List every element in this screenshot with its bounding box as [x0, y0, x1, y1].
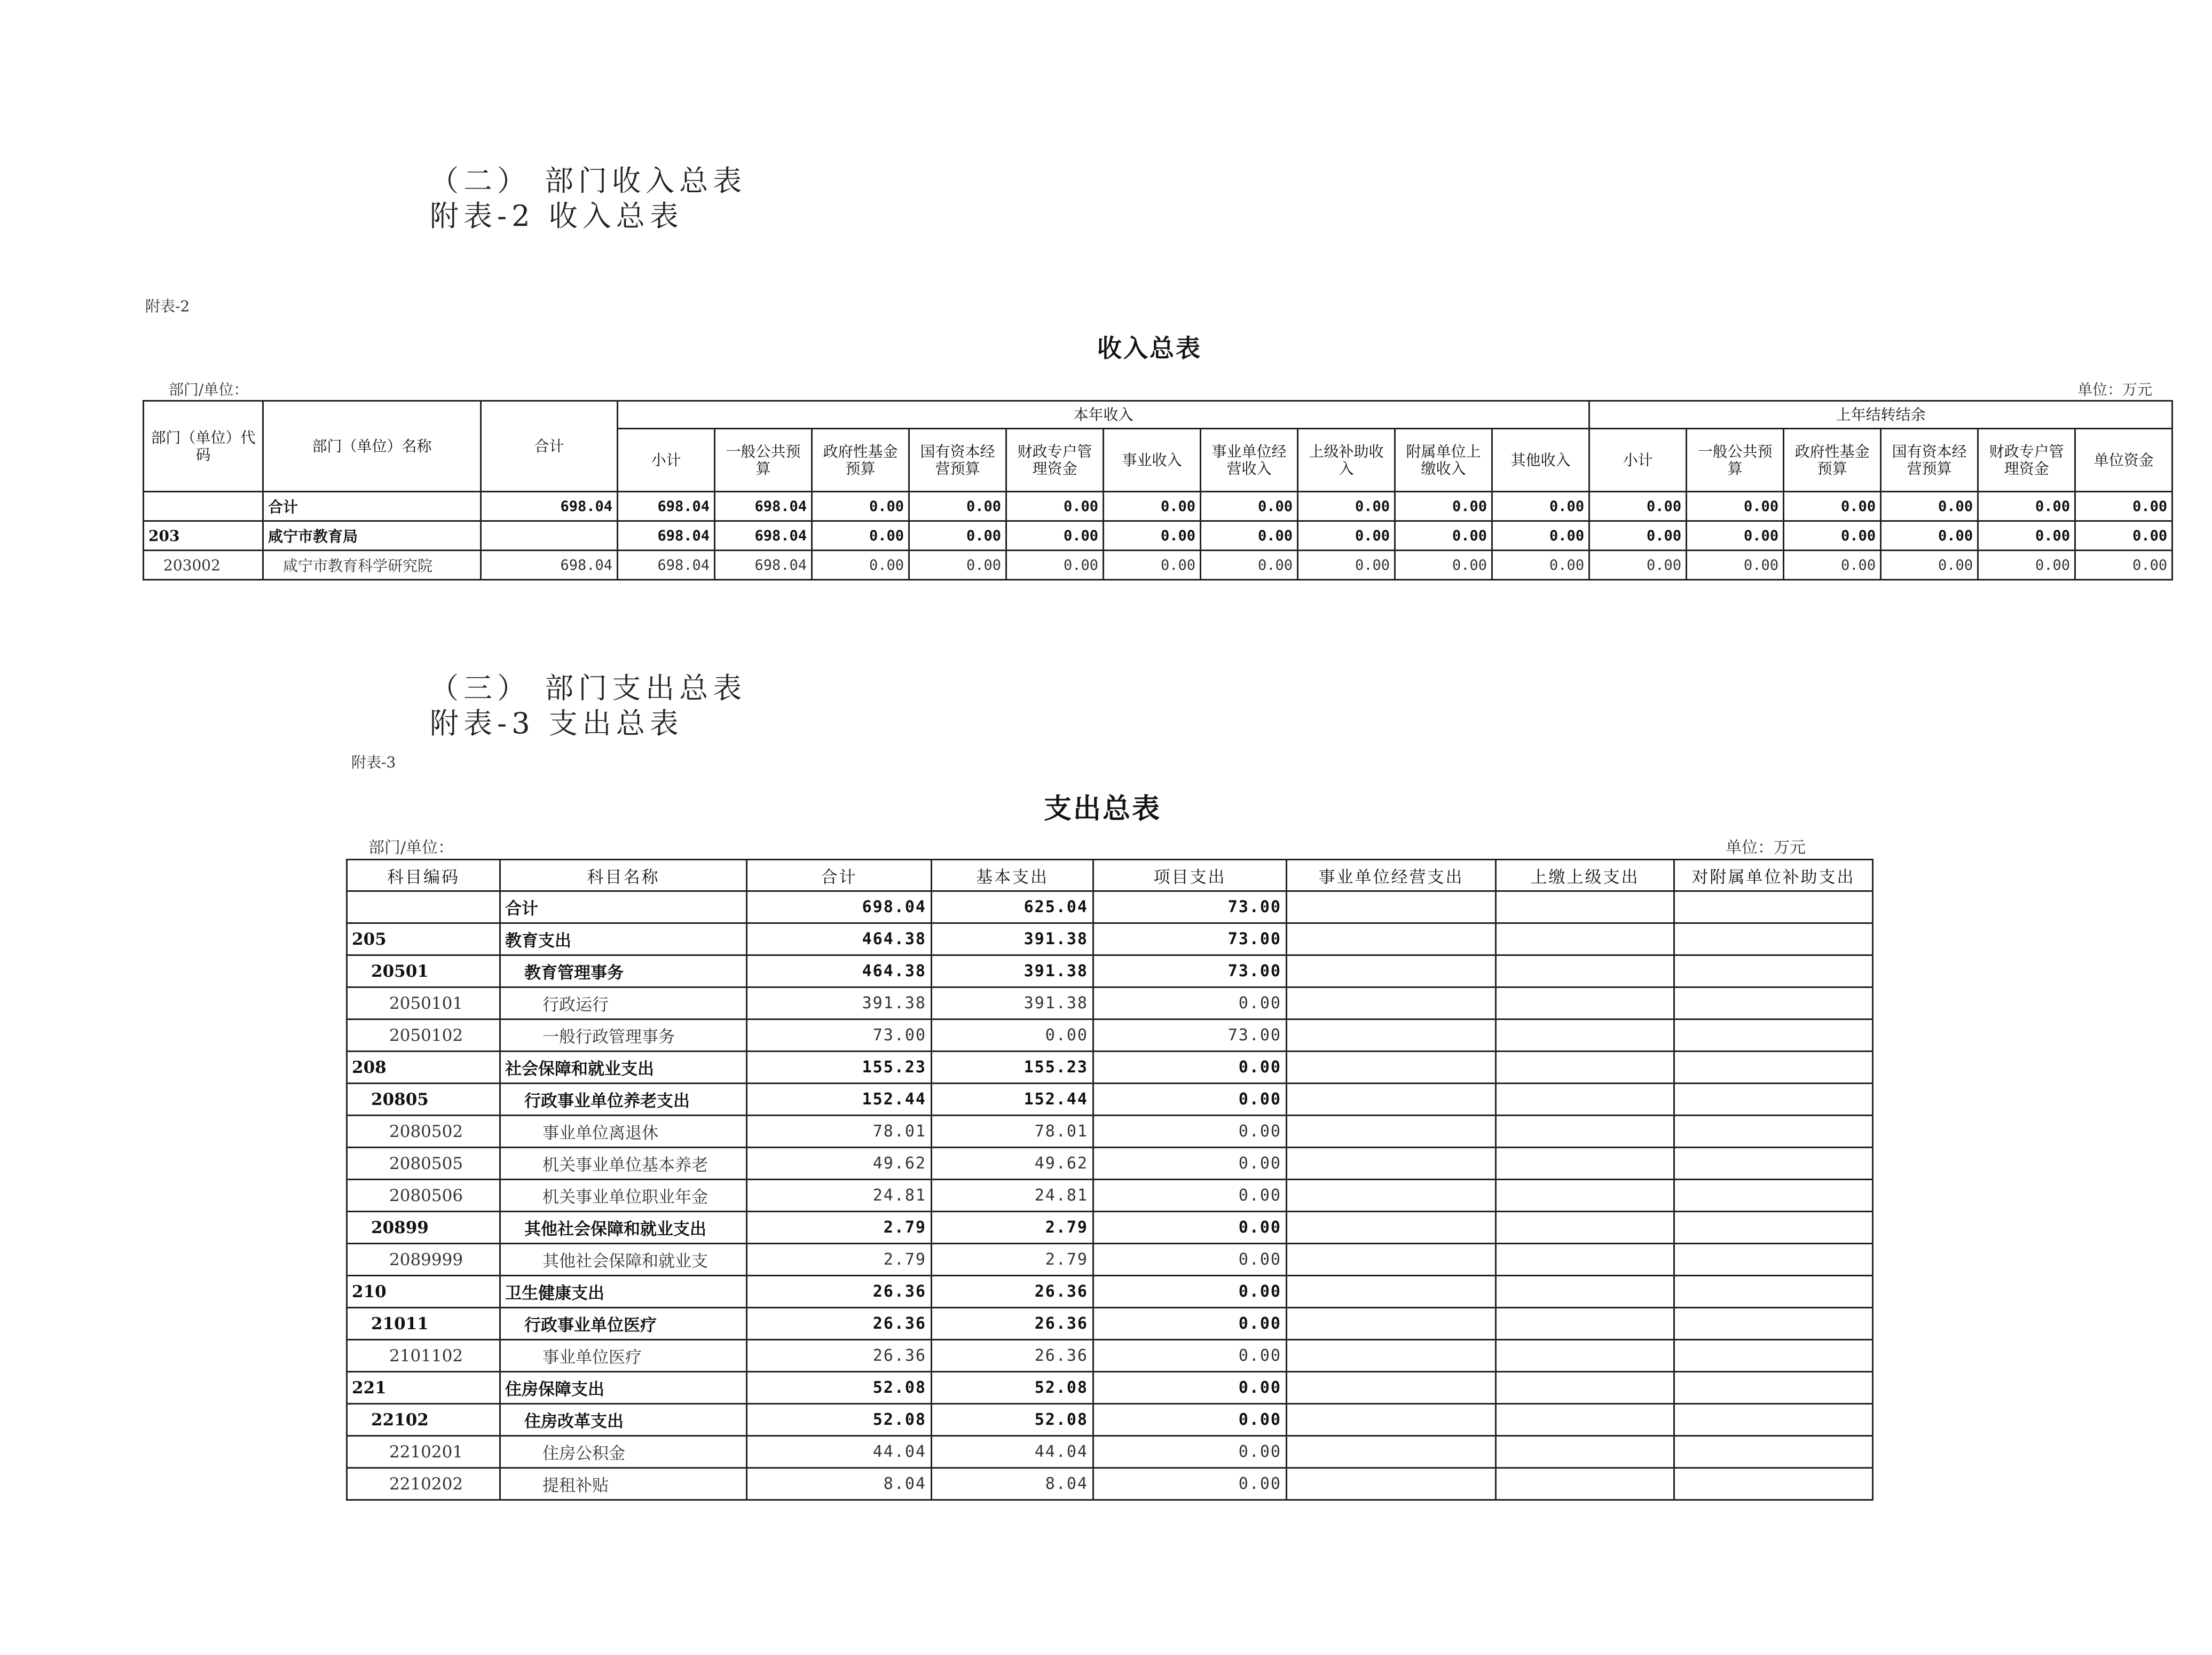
- expense-row-value: [1287, 1116, 1496, 1148]
- income-subheader-current: 其他收入: [1492, 429, 1589, 492]
- expense-row-code: 2080505: [347, 1148, 500, 1180]
- expense-row-code: 2050101: [347, 987, 500, 1019]
- section2-tag: 附表-2: [145, 297, 190, 315]
- expense-row-value: [1287, 1084, 1496, 1116]
- expense-row-value: 8.04: [932, 1468, 1093, 1500]
- income-row-value: 0.00: [909, 521, 1006, 551]
- expense-row-code: 2050102: [347, 1019, 500, 1052]
- expense-row-code: 2080502: [347, 1116, 500, 1148]
- expense-row-value: 152.44: [747, 1084, 932, 1116]
- income-row-value: 0.00: [1298, 492, 1395, 521]
- expense-row-value: 391.38: [932, 923, 1093, 955]
- income-row-value: 0.00: [1687, 521, 1784, 551]
- expense-row-value: [1674, 1180, 1873, 1212]
- expense-header-row: [347, 860, 1873, 891]
- expense-row-value: 0.00: [932, 1019, 1093, 1052]
- expense-row-value: 0.00: [1093, 1212, 1287, 1244]
- income-row-value: 0.00: [1881, 551, 1978, 580]
- income-row-value: 0.00: [1687, 551, 1784, 580]
- expense-row-value: 78.01: [932, 1116, 1093, 1148]
- income-row-value: 0.00: [1687, 492, 1784, 521]
- income-unit-label: 单位：万元: [2077, 381, 2152, 398]
- expense-header-cell: 项目支出: [1093, 860, 1287, 891]
- expense-row-value: 73.00: [747, 1019, 932, 1052]
- expense-header-cell: 合计: [747, 860, 932, 891]
- expense-row-value: 0.00: [1093, 1340, 1287, 1372]
- income-row-value: 698.04: [715, 521, 812, 551]
- expense-row-value: [1287, 923, 1496, 955]
- expense-row-value: [1496, 1436, 1674, 1468]
- expense-row-value: 78.01: [747, 1116, 932, 1148]
- expense-row-value: [1287, 1244, 1496, 1276]
- expense-row-value: 26.36: [747, 1340, 932, 1372]
- income-row-value: 0.00: [909, 551, 1006, 580]
- expense-row-code: 2210201: [347, 1436, 500, 1468]
- expense-table-row: [347, 1244, 1873, 1276]
- expense-row-value: [1674, 1468, 1873, 1500]
- expense-row-value: 391.38: [932, 987, 1093, 1019]
- income-row-value: 0.00: [812, 521, 909, 551]
- expense-row-value: [1674, 1019, 1873, 1052]
- expense-row-value: [1496, 891, 1674, 923]
- expense-row-value: [1496, 1052, 1674, 1084]
- expense-row-value: 0.00: [1093, 1404, 1287, 1436]
- income-subheader-current: 国有资本经营预算: [909, 429, 1006, 492]
- income-subheader-current: 事业单位经营收入: [1201, 429, 1298, 492]
- income-subheader-current: 小计: [618, 429, 715, 492]
- expense-row-value: 2.79: [747, 1212, 932, 1244]
- expense-row-value: [1496, 1212, 1674, 1244]
- expense-row-code: 210: [347, 1276, 500, 1308]
- expense-row-name: 机关事业单位基本养老: [500, 1148, 747, 1180]
- expense-row-code: 21011: [347, 1308, 500, 1340]
- expense-unit-label: 单位：万元: [1726, 838, 1806, 857]
- expense-row-value: 73.00: [1093, 955, 1287, 987]
- income-row-value: 0.00: [1589, 492, 1687, 521]
- expense-row-value: 73.00: [1093, 923, 1287, 955]
- income-row-value: 0.00: [1978, 492, 2075, 521]
- income-row-value: 0.00: [1492, 521, 1589, 551]
- expense-row-value: [1496, 955, 1674, 987]
- expense-row-value: [1287, 891, 1496, 923]
- expense-dept-label: 部门/单位：: [368, 838, 454, 857]
- expense-row-value: [1287, 1468, 1496, 1500]
- income-row-value: 0.00: [1589, 521, 1687, 551]
- income-row-value: 0.00: [1006, 521, 1104, 551]
- income-row-value: 0.00: [1589, 551, 1687, 580]
- expense-row-value: 49.62: [932, 1148, 1093, 1180]
- income-row-value: 0.00: [1201, 492, 1298, 521]
- income-row-value: 0.00: [1784, 492, 1881, 521]
- expense-row-value: 24.81: [932, 1180, 1093, 1212]
- expense-summary-table: [346, 859, 1873, 1501]
- expense-row-value: 698.04: [747, 891, 932, 923]
- income-row-value: 0.00: [2075, 521, 2172, 551]
- expense-row-value: [1496, 1340, 1674, 1372]
- expense-table-row: [347, 1340, 1873, 1372]
- expense-row-value: [1674, 955, 1873, 987]
- expense-row-value: 464.38: [747, 923, 932, 955]
- expense-row-code: 20899: [347, 1212, 500, 1244]
- expense-row-value: [1287, 1276, 1496, 1308]
- expense-row-value: [1496, 1244, 1674, 1276]
- income-table-row: [144, 492, 2172, 521]
- income-row-total: 698.04: [481, 492, 618, 521]
- expense-row-name: 住房保障支出: [500, 1372, 747, 1404]
- expense-row-code: 2089999: [347, 1244, 500, 1276]
- income-subheader-prior: 财政专户管理资金: [1978, 429, 2075, 492]
- expense-row-value: 2.79: [932, 1212, 1093, 1244]
- expense-row-code: 205: [347, 923, 500, 955]
- expense-row-value: [1496, 1148, 1674, 1180]
- expense-row-value: 0.00: [1093, 1372, 1287, 1404]
- expense-row-value: [1674, 987, 1873, 1019]
- expense-table-row: [347, 1308, 1873, 1340]
- expense-row-value: 44.04: [747, 1436, 932, 1468]
- income-row-value: 0.00: [1298, 521, 1395, 551]
- income-row-value: 0.00: [1784, 521, 1881, 551]
- expense-row-value: [1674, 1436, 1873, 1468]
- expense-row-value: [1674, 1340, 1873, 1372]
- expense-row-value: [1496, 1116, 1674, 1148]
- income-row-value: 0.00: [909, 492, 1006, 521]
- expense-row-value: 0.00: [1093, 1436, 1287, 1468]
- expense-row-value: [1287, 1180, 1496, 1212]
- expense-row-code: 22102: [347, 1404, 500, 1436]
- expense-row-value: 0.00: [1093, 987, 1287, 1019]
- expense-row-name: 行政事业单位养老支出: [500, 1084, 747, 1116]
- income-row-value: 0.00: [1978, 551, 2075, 580]
- expense-row-value: 26.36: [747, 1276, 932, 1308]
- income-row-value: 0.00: [1395, 551, 1492, 580]
- section3-tag: 附表-3: [351, 754, 396, 771]
- income-row-value: 0.00: [1881, 521, 1978, 551]
- expense-row-value: [1287, 1404, 1496, 1436]
- income-subheader-current: 上级补助收入: [1298, 429, 1395, 492]
- income-row-value: 0.00: [1006, 492, 1104, 521]
- income-row-value: 698.04: [618, 492, 715, 521]
- income-header-total: 合计: [481, 401, 618, 492]
- expense-row-value: [1674, 891, 1873, 923]
- expense-table-row: [347, 987, 1873, 1019]
- expense-row-value: [1674, 1308, 1873, 1340]
- expense-row-value: 73.00: [1093, 1019, 1287, 1052]
- expense-row-code: 2080506: [347, 1180, 500, 1212]
- expense-row-value: 73.00: [1093, 891, 1287, 923]
- income-table-row: [144, 551, 2172, 580]
- expense-row-name: 住房改革支出: [500, 1404, 747, 1436]
- expense-row-value: 155.23: [747, 1052, 932, 1084]
- expense-row-value: [1496, 1084, 1674, 1116]
- expense-row-value: [1287, 1308, 1496, 1340]
- expense-row-value: 0.00: [1093, 1116, 1287, 1148]
- expense-row-value: 391.38: [932, 955, 1093, 987]
- expense-row-value: [1496, 987, 1674, 1019]
- income-subheader-prior: 政府性基金预算: [1784, 429, 1881, 492]
- expense-row-name: 提租补贴: [500, 1468, 747, 1500]
- expense-row-value: [1287, 1212, 1496, 1244]
- income-row-value: 698.04: [618, 521, 715, 551]
- expense-row-value: 2.79: [932, 1244, 1093, 1276]
- expense-table-row: [347, 1372, 1873, 1404]
- income-subheader-current: 附属单位上缴收入: [1395, 429, 1492, 492]
- income-row-total: 698.04: [481, 551, 618, 580]
- expense-table-row: [347, 923, 1873, 955]
- expense-row-value: 0.00: [1093, 1468, 1287, 1500]
- expense-row-value: 26.36: [932, 1276, 1093, 1308]
- expense-row-value: 155.23: [932, 1052, 1093, 1084]
- expense-row-value: [1674, 1116, 1873, 1148]
- income-row-value: 0.00: [812, 492, 909, 521]
- expense-row-value: [1496, 923, 1674, 955]
- expense-row-value: [1674, 1372, 1873, 1404]
- income-row-value: 0.00: [1881, 492, 1978, 521]
- expense-row-value: 24.81: [747, 1180, 932, 1212]
- income-header-prior-year: 上年结转结余: [1589, 401, 2172, 429]
- income-row-value: 0.00: [1104, 492, 1201, 521]
- income-subheader-current: 一般公共预算: [715, 429, 812, 492]
- income-row-value: 698.04: [715, 492, 812, 521]
- expense-row-value: 0.00: [1093, 1084, 1287, 1116]
- expense-table-row: [347, 1468, 1873, 1500]
- expense-row-code: 2210202: [347, 1468, 500, 1500]
- expense-row-name: 事业单位医疗: [500, 1340, 747, 1372]
- expense-row-value: 0.00: [1093, 1180, 1287, 1212]
- expense-row-name: 其他社会保障和就业支: [500, 1244, 747, 1276]
- expense-row-value: [1674, 1212, 1873, 1244]
- expense-row-value: [1496, 1404, 1674, 1436]
- income-subheader-prior: 一般公共预算: [1687, 429, 1784, 492]
- income-row-value: 0.00: [1395, 492, 1492, 521]
- income-row-value: 0.00: [812, 551, 909, 580]
- expense-row-value: 0.00: [1093, 1276, 1287, 1308]
- expense-header-cell: 科目名称: [500, 860, 747, 891]
- income-dept-label: 部门/单位：: [169, 381, 249, 398]
- income-row-value: 0.00: [1395, 521, 1492, 551]
- expense-row-name: 住房公积金: [500, 1436, 747, 1468]
- expense-table-row: [347, 1116, 1873, 1148]
- income-row-value: 0.00: [1492, 492, 1589, 521]
- expense-row-value: [1674, 1052, 1873, 1084]
- expense-header-cell: 科目编码: [347, 860, 500, 891]
- expense-row-value: 0.00: [1093, 1244, 1287, 1276]
- expense-row-value: [1674, 923, 1873, 955]
- expense-row-value: 52.08: [932, 1404, 1093, 1436]
- expense-table-row: [347, 1052, 1873, 1084]
- expense-row-name: 合计: [500, 891, 747, 923]
- expense-row-value: [1496, 1468, 1674, 1500]
- expense-row-name: 行政事业单位医疗: [500, 1308, 747, 1340]
- income-subheader-current: 财政专户管理资金: [1006, 429, 1104, 492]
- expense-row-code: 2101102: [347, 1340, 500, 1372]
- income-row-name: 咸宁市教育局: [263, 521, 481, 551]
- expense-row-value: [1674, 1148, 1873, 1180]
- income-row-value: 0.00: [1201, 551, 1298, 580]
- income-header-code: 部门（单位）代码: [144, 401, 263, 492]
- expense-row-value: [1496, 1372, 1674, 1404]
- income-header-current-year: 本年收入: [618, 401, 1589, 429]
- expense-table-row: [347, 1180, 1873, 1212]
- expense-row-value: 26.36: [932, 1308, 1093, 1340]
- expense-table-row: [347, 1084, 1873, 1116]
- expense-row-code: 20805: [347, 1084, 500, 1116]
- expense-row-value: 391.38: [747, 987, 932, 1019]
- expense-table-row: [347, 1276, 1873, 1308]
- income-row-value: 698.04: [618, 551, 715, 580]
- expense-row-value: [1287, 1019, 1496, 1052]
- expense-row-name: 机关事业单位职业年金: [500, 1180, 747, 1212]
- expense-row-name: 一般行政管理事务: [500, 1019, 747, 1052]
- expense-row-value: [1496, 1019, 1674, 1052]
- expense-row-value: 0.00: [1093, 1052, 1287, 1084]
- expense-row-value: [1496, 1276, 1674, 1308]
- income-subheader-prior: 小计: [1589, 429, 1687, 492]
- expense-row-value: 44.04: [932, 1436, 1093, 1468]
- section3-subheading: 附表-3 支出总表: [430, 707, 683, 740]
- expense-row-name: 事业单位离退休: [500, 1116, 747, 1148]
- income-row-value: 0.00: [1006, 551, 1104, 580]
- expense-table-title: 支出总表: [1044, 793, 1162, 825]
- income-subheader-current: 事业收入: [1104, 429, 1201, 492]
- expense-row-name: 社会保障和就业支出: [500, 1052, 747, 1084]
- expense-row-value: [1287, 1436, 1496, 1468]
- expense-table-row: [347, 1212, 1873, 1244]
- expense-row-value: 152.44: [932, 1084, 1093, 1116]
- section2-subheading: 附表-2 收入总表: [430, 199, 683, 233]
- expense-table-row: [347, 1148, 1873, 1180]
- expense-row-value: 0.00: [1093, 1308, 1287, 1340]
- expense-header-cell: 上缴上级支出: [1496, 860, 1674, 891]
- income-row-total: [481, 521, 618, 551]
- income-row-name: 合计: [263, 492, 481, 521]
- income-row-value: 0.00: [1298, 551, 1395, 580]
- income-row-code: [144, 492, 263, 521]
- income-row-name: 咸宁市教育科学研究院: [263, 551, 481, 580]
- income-subheader-prior: 国有资本经营预算: [1881, 429, 1978, 492]
- income-subheader-current: 政府性基金预算: [812, 429, 909, 492]
- expense-row-value: 26.36: [747, 1308, 932, 1340]
- expense-row-value: 52.08: [747, 1404, 932, 1436]
- expense-row-value: 49.62: [747, 1148, 932, 1180]
- expense-row-value: 26.36: [932, 1340, 1093, 1372]
- expense-header-cell: 基本支出: [932, 860, 1093, 891]
- income-row-value: 0.00: [2075, 492, 2172, 521]
- expense-row-name: 教育管理事务: [500, 955, 747, 987]
- expense-row-value: 2.79: [747, 1244, 932, 1276]
- expense-table-row: [347, 1019, 1873, 1052]
- expense-row-value: 52.08: [932, 1372, 1093, 1404]
- expense-row-value: 625.04: [932, 891, 1093, 923]
- expense-table-row: [347, 891, 1873, 923]
- expense-table-row: [347, 1404, 1873, 1436]
- income-row-value: 0.00: [1784, 551, 1881, 580]
- income-row-value: 0.00: [1978, 521, 2075, 551]
- expense-row-code: 208: [347, 1052, 500, 1084]
- expense-row-value: [1496, 1308, 1674, 1340]
- income-row-value: 0.00: [1104, 521, 1201, 551]
- income-row-value: 0.00: [2075, 551, 2172, 580]
- expense-row-value: [1674, 1244, 1873, 1276]
- income-row-value: 0.00: [1104, 551, 1201, 580]
- expense-row-value: [1287, 1148, 1496, 1180]
- expense-row-name: 其他社会保障和就业支出: [500, 1212, 747, 1244]
- expense-row-value: 8.04: [747, 1468, 932, 1500]
- expense-row-value: [1674, 1084, 1873, 1116]
- income-table-row: [144, 521, 2172, 551]
- expense-row-code: 20501: [347, 955, 500, 987]
- expense-row-value: [1287, 1340, 1496, 1372]
- expense-table-row: [347, 955, 1873, 987]
- income-subheader-prior: 单位资金: [2075, 429, 2172, 492]
- income-row-value: 0.00: [1201, 521, 1298, 551]
- income-row-code: 203002: [144, 551, 263, 580]
- expense-header-cell: 对附属单位补助支出: [1674, 860, 1873, 891]
- expense-row-value: [1287, 1052, 1496, 1084]
- income-row-value: 0.00: [1492, 551, 1589, 580]
- expense-table-row: [347, 1436, 1873, 1468]
- income-header-name: 部门（单位）名称: [263, 401, 481, 492]
- expense-row-value: [1674, 1276, 1873, 1308]
- section3-heading: （三） 部门支出总表: [430, 671, 747, 705]
- income-summary-table: [143, 400, 2173, 581]
- income-row-value: 698.04: [715, 551, 812, 580]
- expense-row-code: 221: [347, 1372, 500, 1404]
- expense-row-name: 教育支出: [500, 923, 747, 955]
- expense-row-value: [1496, 1180, 1674, 1212]
- expense-row-value: [1674, 1404, 1873, 1436]
- income-row-code: 203: [144, 521, 263, 551]
- expense-row-name: 卫生健康支出: [500, 1276, 747, 1308]
- expense-row-value: [1287, 1372, 1496, 1404]
- expense-row-value: 0.00: [1093, 1148, 1287, 1180]
- expense-row-name: 行政运行: [500, 987, 747, 1019]
- expense-row-value: 464.38: [747, 955, 932, 987]
- expense-row-code: [347, 891, 500, 923]
- expense-row-value: [1287, 955, 1496, 987]
- section2-heading: （二） 部门收入总表: [430, 164, 747, 198]
- expense-row-value: 52.08: [747, 1372, 932, 1404]
- expense-header-cell: 事业单位经营支出: [1287, 860, 1496, 891]
- expense-row-value: [1287, 987, 1496, 1019]
- income-table-title: 收入总表: [1097, 334, 1202, 363]
